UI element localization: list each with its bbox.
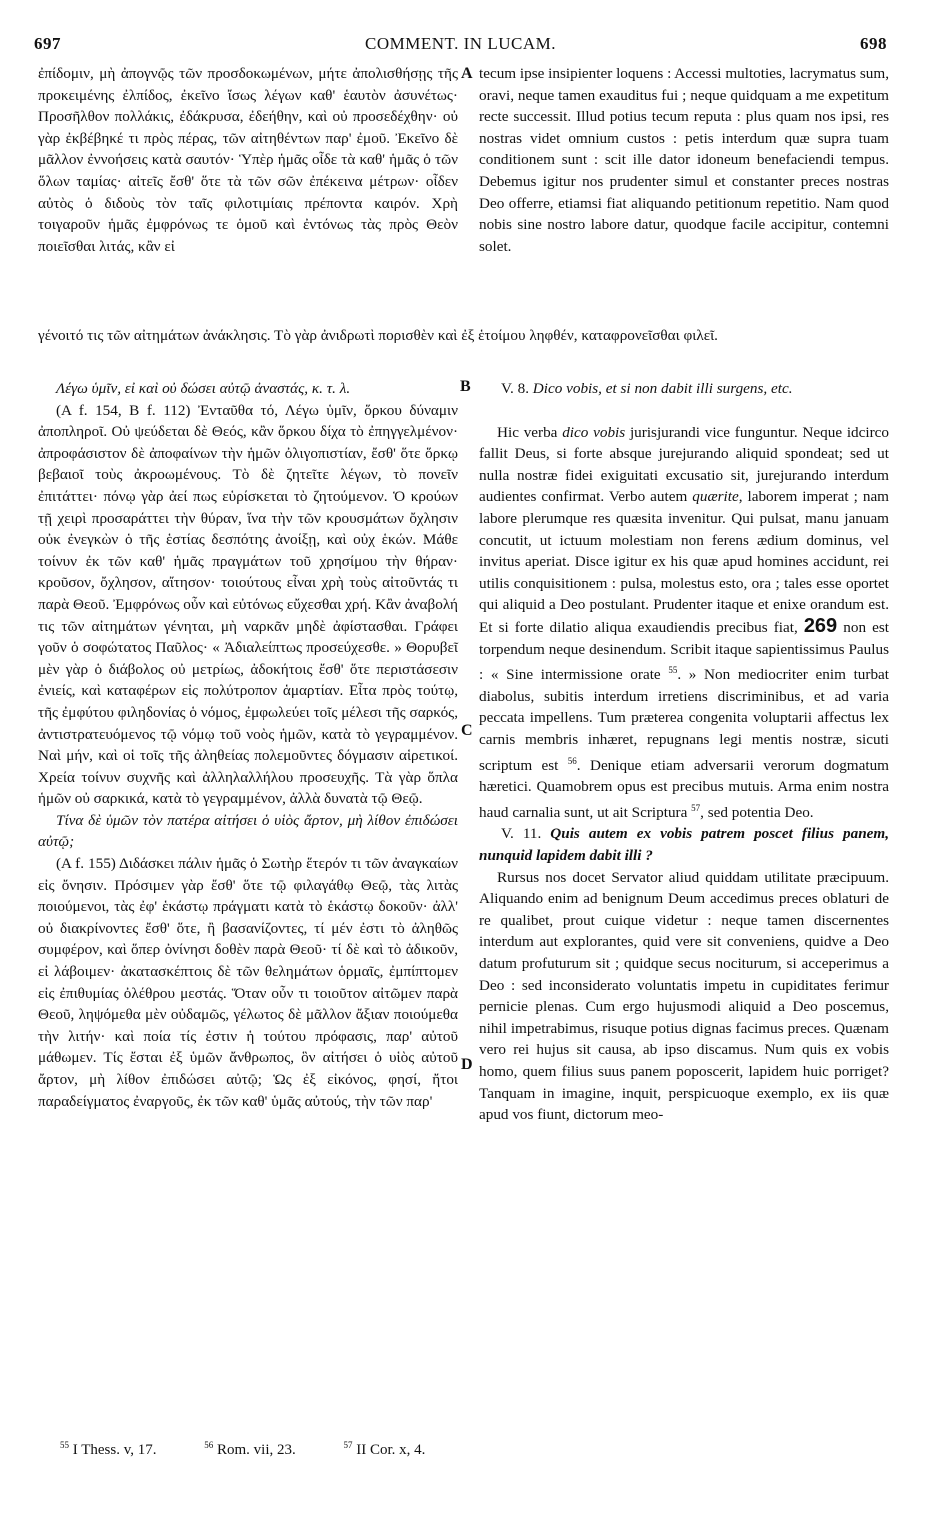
latin-paragraph-3: Rursus nos docet Servator aliud quiddam utilitate præcipuum. Aliquando enim ad benignum Deum accedimus preces oblaturi de re qualibet, prout cuique videtur : neque tamen discernentes interdum aut explorantes, quid vere sit conveniens, quidve a Deo datum profuturum sit ; quidque secus nociturum, si acceperimus a Deo : sed inconsiderato voluntatis impetu in cupiditates ferimur pernicie plenas. Cum ergo hujusmodi aliquid a Deo poscemus, nihil impetrabimus, risuque potius dignas facimus preces. Quænam vero rei hujus sit causa, ab ipso discamus. Num quis ex vobis homo, quem filius suus panem poposcerit, lapidem huic porriget? Tanquam in imagine, inquit, perspicuoque exemplo, ex iis quæ apud vos fiunt, dictorum meo-	[479, 868, 889, 1124]
footnote-ref-56: 56	[567, 755, 577, 766]
footnote-57	[344, 1442, 448, 1458]
latin-lemma-2	[479, 823, 889, 866]
greek-column-bottom	[38, 378, 458, 1112]
footnotes	[60, 1440, 880, 1459]
page-number-right: 698	[860, 34, 887, 53]
footnote-55-number: 55	[60, 1440, 69, 1450]
latin-p2-text-f: . Denique etiam adversarii verorum dogmatum hæretici. Quamobrem opus est precibus mutuis. Arma enim nostra haud carnalia sunt, ut ait Scriptura	[479, 756, 889, 821]
greek-paragraph-2: (Α f. 154, B f. 112) Ἐνταῦθα τό, Λέγω ὑμῖν, ὅρκου δύναμιν ἀποπληροῖ. Οὐ ψεύδεται δὲ Θεός, κἂν ὅρκου δίχα τὸ ἐπηγγελμένον· ἀπροφάσιστον δὲ ἀποφαίνων τὴν ἡμῶν ὀλιγοπιστίαν, ἔσθ' ὅτε ὅρκῳ βεβαιοῖ τοὺς ἀκροωμένους. Τὸ δὲ ζητεῖτε λέγων, τὸ πονεῖν ἐπιτάττει· πόνῳ γὰρ ἀεί πως εὑρίσκεται τὸ ζητούμενον. Ὁ κρούων τῇ χειρὶ προσαράττει τὴν θύραν, ἵνα τὴν τῶν κρουσμάτων ὄχλησιν οὐκ ἐνεγκὼν ὁ τῆς ἑστίας δεσπότης ἀνοίξῃ, καὶ οὐχ ἑκών. Μάθε τοίνυν ἐκ τῶν καθ' ἡμᾶς πραγμάτων τοῦ χρησίμου τὴν θήραν· κροῦσον, ὄχλησον, αἴτησον· τοιούτους εἶναι χρὴ τοὺς αἰτοῦντάς τι παρὰ Θεοῦ. Ἐμφρόνως οὖν καὶ εὐτόνως εὔχεσθαι χρή. Κἂν ἀναβολή τις τῶν αἰτημάτων γένηται, μὴ ναρκᾶν μηδὲ ἀφίστασθαι. Γράφει γοῦν ὁ σοφώτατος Παῦλος· « Ἀδιαλείπτως προσεύχεσθε. » Θορυβεῖ μὲν γὰρ ὁ διάβολος οὐ μετρίως, ἀδοκήτοις ἔσθ' ὅτε περιστάσεσιν ἐνιείς, καὶ καταφέρων εἰς πολύτροπον ἁμαρτίαν. Εἶτα πρὸς τούτῳ, τῆς ἐμφύτου φιληδονίας ὁ νόμος, ἐμφωλεύει τοῖς μέλεσι τῆς σαρκός, ἀντιστρατευόμενος τῷ νόμῳ τοῦ νοὸς ἡμῶν, κατὰ τὸ γεγραμμένον. Ναὶ μήν, καὶ οἱ τοῖς τῆς ἀληθείας πολεμοῦντες δόγμασιν αἱρετικοί. Χρεία τοίνυν συχνῆς καὶ ἀλληλαλλήλου προσευχῆς. Τὰ γὰρ ὅπλα ἡμῶν οὐ σαρκικά, κατὰ τὸ γεγραμμένον, ἀλλὰ δυνατὰ τῷ Θεῷ.	[38, 401, 458, 808]
footnote-56-number: 56	[204, 1440, 214, 1450]
latin-p2-text-a: Hic verba	[497, 423, 563, 441]
footnote-ref-55: 55	[668, 665, 678, 676]
margin-marker-b: B	[460, 378, 471, 395]
footnote-56	[204, 1442, 318, 1458]
margin-marker-c: C	[461, 722, 473, 739]
footnote-57-text: II Cor. x, 4.	[352, 1442, 426, 1458]
greek-paragraph-3: (Α f. 155) Διδάσκει πάλιν ἡμᾶς ὁ Σωτὴρ ἕτερόν τι τῶν ἀναγκαίων εἰς ὄνησιν. Πρόσιμεν γὰρ ἔσθ' ὅτε τῷ φιλαγάθῳ Θεῷ, τὰς λιτὰς ποιούμενοι, τὰς ἐφ' ἑκάστῳ πράγματι κατὰ τὸ ἑκάστῳ δοκοῦν· ἀλλ' οὐ διακρίνοντες ἔσθ' ὅτε, ἢ βασανίζοντες, τί μέν ἐστι τὸ ἀληθῶς συμφέρον, καὶ ὅπερ ὀνίνησι δοθὲν παρὰ Θεοῦ· τί δὲ καὶ τὸ ἀδικοῦν, εἰ λάβοιμεν· ἀκατασκέπτοις δὲ τῶν θελημάτων ὁρμαῖς, ἐμπίπτομεν εἰς ἐπιθυμίας ὀλέθρου μεστάς. Ὅταν οὖν τι τοιοῦτον αἰτῶμεν παρὰ Θεοῦ, ληψόμεθα μὲν οὐδαμῶς, γέλωτος δὲ μᾶλλον ἄξιαν ποιούμεθα τὴν λιτήν· καὶ ποία τίς ἐστιν ἡ τούτου πρόφασις, παρ' αὐτοῦ μάθωμεν. Τίς ἔσται ἐξ ὑμῶν ἄνθρωπος, ὃν αἰτήσει ὁ υἱὸς αὐτοῦ ἄρτον, μὴ λίθον ἐπιδώσει αὐτῷ; Ὡς ἐξ εἰκόνος, φησί, ἤτοι παραδείγματος ἐναργοῦς, ἐκ τῶν καθ' ὑμᾶς αὐτούς, τὴν τῶν παρ'	[38, 855, 458, 1110]
latin-lemma-1-ref: V. 8.	[501, 380, 529, 397]
latin-p2-italic-b: quærite	[692, 488, 739, 506]
running-header	[34, 34, 887, 58]
greek-spanning-line: γένοιτό τις τῶν αἰτημάτων ἀνάκλησις. Τὸ γὰρ ἀνιδρωτὶ πορισθὲν καὶ ἐξ ἑτοίμου ληφθέν, καταφρονεῖσθαι φιλεῖ.	[38, 327, 718, 344]
latin-p2-text-g: , sed potentia Deo.	[700, 803, 814, 821]
latin-paragraph-1: tecum ipse insipienter loquens : Accessi multoties, lacrymatus sum, oravi, neque tamen exauditus fui ; neque quidquam a me expetitum recte successit. Illud potius tecum reputa : plus quam nos ipsi, res nostras videt omnium custos : petis interdum quæ supra tuam conditionem sunt : scit ille dator idoneum benefaciendi tempus. Debemus igitur nos prudenter simul et constanter preces nostras Deo offerre, etiamsi fiat aliquando petitionum repetitio. Nam quod nobis sine nostro labore datur, quodque facile accipitur, contemni solet.	[479, 65, 889, 255]
latin-lemma-2-ref: V. 11.	[501, 825, 542, 843]
latin-column-top	[479, 63, 889, 323]
latin-p2-text-e: . » Non mediocriter enim turbat diabolus, subitis interdum irretiens discriminibus, et ad varia peccata impellens. Tum præterea congenita voluptarii affectus lex carnis membris inhæret, repugnans legi mentis nostræ, sicuti scriptum est	[479, 666, 889, 774]
greek-paragraph-1: ἐπίδομιν, μὴ ἀπογνῷς τῶν προσδοκωμένων, μήτε ἀπολισθήσῃς τῆς προκειμένης ἐλπίδος, ἐκεῖνο ἴσως λέγων καθ' ἑαυτὸν ἀσυνέτως· Προσῆλθον πολλάκις, ἐδάκρυσα, ἐδεήθην, καὶ οὐ προσεδέχθην· οὐ γὰρ ἐκβέβηκέ τι πρὸς πέρας, τῶν αἰτηθέντων παρ' ἐμοῦ. Ἐκεῖνο δὲ μᾶλλον ἐννοήσεις κατὰ σαυτόν· Ὑπὲρ ἡμᾶς οἶδε τὰ καθ' ἡμᾶς ὁ τῶν ὅλων ταμίας· αἰτεῖς ἔσθ' ὅτε τὰ τῶν σῶν ἐπέκεινα μέτρων· οἶδεν αὐτὸς ὁ διδοὺς τὸν ταῖς φιλοτιμίαις πρέποντα καιρόν. Χρὴ τοιγαροῦν ἡμᾶς ἐμφρόνως τε ὁμοῦ καὶ ἐντόνως τὰς πρὸς Θεὸν ποιεῖσθαι λιτάς, κἂν εἰ	[38, 65, 458, 255]
greek-lemma-1: Λέγω ὑμῖν, εἰ καὶ οὐ δώσει αὐτῷ ἀναστάς, κ. τ. λ.	[56, 380, 351, 397]
greek-column-top	[38, 63, 458, 323]
latin-column-bottom	[479, 378, 889, 1126]
latin-p2-italic-a: dico vobis	[562, 423, 626, 441]
latin-lemma-2-text: Quis autem ex vobis patrem poscet filius panem, nunquid lapidem dabit illi ?	[479, 825, 889, 865]
footnote-55	[60, 1442, 179, 1458]
latin-p2-text-d: non est torpendum neque desinendum. Scribit itaque sapientissimus Paulus : « Sine intermissione orate	[479, 618, 889, 684]
latin-lemma-1-text: Dico vobis, et si non dabit illi surgens, etc.	[532, 380, 793, 397]
latin-lemma-1	[479, 378, 889, 400]
footnote-ref-57: 57	[691, 802, 701, 813]
latin-p2-text-b: jurisjurandi vice funguntur. Neque idcirco fallit Deus, si forte absque jurejurando aliquid spondeat; sed ut nulla nostræ fidei exiguitati excusatio sit, jurejurando interdum audientes confirmat. Verbo autem	[479, 423, 889, 506]
running-title: COMMENT. IN LUCAM.	[365, 34, 556, 53]
page-number-left: 697	[34, 34, 61, 53]
footnote-57-number: 57	[343, 1440, 353, 1450]
column-number-269: 269	[803, 614, 838, 637]
margin-marker-d: D	[461, 1056, 473, 1073]
latin-paragraph-2	[479, 422, 889, 824]
footnote-56-text: Rom. vii, 23.	[213, 1442, 296, 1458]
margin-marker-a: A	[461, 65, 473, 82]
latin-p2-text-c: , laborem imperat ; nam labore plerumque res quæsita invenitur. Qui pulsat, manu januam concutit, ut ictuum molestiam non ferens ædium dominus, vel invitus aperiat. Disce igitur ex his quæ apud homines accidunt, rei utilis conquisitionem : pulsa, molestus esto, ora ; tales esse oportet qui aliquid a Deo postulant. Prudenter itaque et enixe orandum est. Et si forte dilatio aliqua exaudiendis precibus fiat,	[479, 488, 889, 636]
footnote-55-text: I Thess. v, 17.	[69, 1442, 157, 1458]
greek-lemma-2: Τίνα δὲ ὑμῶν τὸν πατέρα αἰτήσει ὁ υἱὸς ἄρτον, μὴ λίθον ἐπιδώσει αὐτῷ;	[38, 811, 458, 851]
